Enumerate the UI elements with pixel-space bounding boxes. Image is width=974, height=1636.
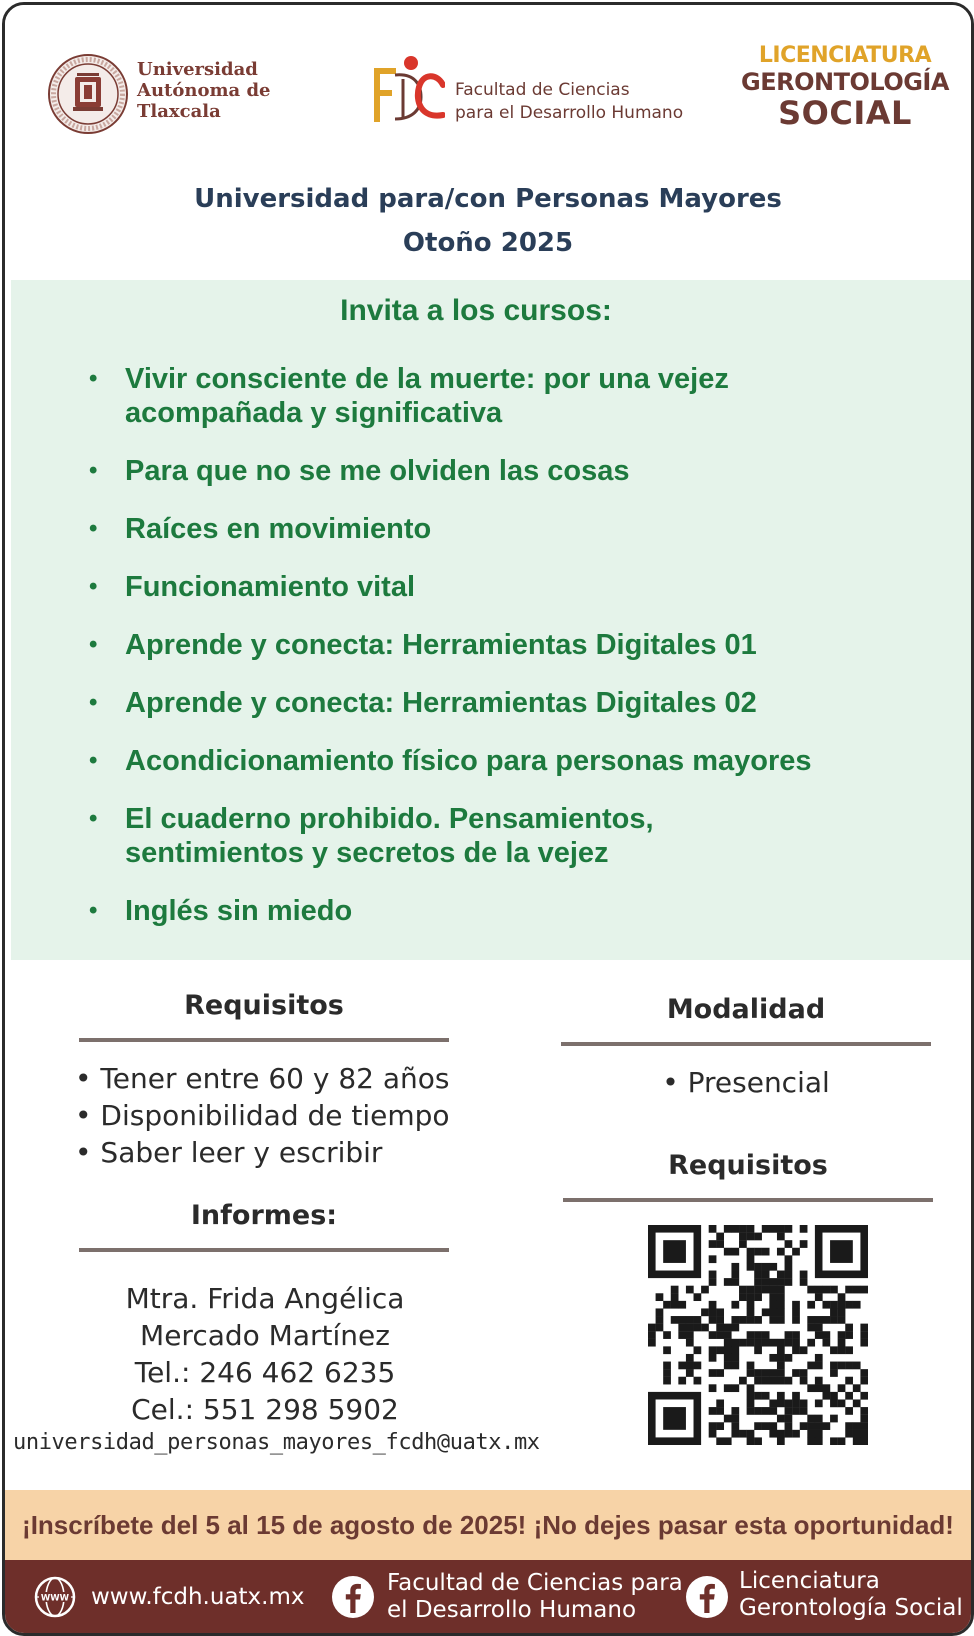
requisitos-title: Requisitos — [184, 990, 344, 1021]
registration-banner: ¡Inscríbete del 5 al 15 de agosto de 2025! ¡No dejes pasar esta oportunidad! — [5, 1490, 971, 1560]
list-item: • Presencial — [662, 1066, 830, 1099]
course-item — [11, 686, 971, 720]
bullet-icon: • — [89, 365, 98, 392]
list-item: • Tener entre 60 y 82 años — [75, 1062, 450, 1095]
course-title-line1: Acondicionamiento físico para personas mayores — [125, 745, 812, 777]
course-title-line1: Funcionamiento vital — [125, 571, 416, 603]
contact-name-line2: Mercado Martínez — [140, 1319, 390, 1352]
modalidad-title: Modalidad — [666, 994, 826, 1025]
bullet-icon: • — [89, 747, 98, 774]
footer-fb2-line2: Gerontología Social — [739, 1595, 963, 1621]
bullet-icon: • — [89, 457, 98, 484]
course-title-line1: Vivir consciente de la muerte: por una vejez — [125, 363, 729, 395]
list-item: • Saber leer y escribir — [75, 1136, 383, 1169]
poster-card — [2, 2, 974, 1636]
footer-fb1-line2: el Desarrollo Humano — [387, 1597, 637, 1623]
footer-facebook-licenciatura[interactable] — [681, 1560, 971, 1633]
uat-name-line2: Autónoma de — [137, 80, 271, 101]
university-seal-icon — [47, 53, 129, 135]
info-section — [5, 960, 971, 1490]
licenciatura-line1: LICENCIATURA — [758, 43, 932, 68]
requisitos-qr-title: Requisitos — [668, 1150, 828, 1181]
footer-facebook-fcdh[interactable] — [327, 1560, 683, 1633]
licenciatura-logo — [735, 43, 955, 130]
bullet-icon: • — [89, 689, 98, 716]
course-item — [11, 628, 971, 662]
course-item — [11, 362, 971, 430]
licenciatura-line2: GERONTOLOGÍA — [741, 68, 949, 96]
course-title-line1: El cuaderno prohibido. Pensamientos, — [125, 803, 654, 835]
course-title-line1: Inglés sin miedo — [125, 895, 353, 927]
bullet-icon: • — [89, 897, 98, 924]
fcdh-name — [455, 79, 683, 125]
uat-name-line1: Universidad — [137, 59, 258, 80]
bullet-icon: • — [89, 631, 98, 658]
fcdh-name-line1: Facultad de Ciencias — [455, 80, 630, 100]
course-title-line2: sentimientos y secretos de la vejez — [125, 837, 609, 869]
title-line2: Otoño 2025 — [402, 228, 574, 258]
fcdh-name-line2: para el Desarrollo Humano — [455, 103, 684, 123]
footer-fb2-line1: Licenciatura — [739, 1568, 880, 1594]
bullet-icon: • — [89, 805, 98, 832]
contact-mobile: Cel.: 551 298 5902 — [131, 1393, 399, 1426]
fdc-logo-icon — [371, 55, 445, 127]
contact-email[interactable]: universidad_personas_mayores_fcdh@uatx.mx — [13, 1430, 540, 1455]
footer-website-link[interactable]: www.fcdh.uatx.mx — [91, 1584, 305, 1610]
course-list — [11, 362, 971, 952]
fcdh-logo — [371, 55, 691, 135]
informes-title: Informes: — [190, 1200, 338, 1231]
course-title-line2: acompañada y significativa — [125, 397, 503, 429]
qr-code-icon[interactable] — [648, 1225, 868, 1445]
page-title — [5, 177, 971, 265]
requisitos-divider — [79, 1038, 449, 1042]
uat-logo — [43, 49, 303, 139]
svg-text:WWW: WWW — [40, 1593, 70, 1604]
courses-heading: Invita a los cursos: — [340, 294, 612, 327]
course-item — [11, 744, 971, 778]
requisitos-qr-divider — [563, 1198, 933, 1202]
uat-name — [137, 59, 270, 122]
course-item — [11, 802, 971, 870]
contact-name-line1: Mtra. Frida Angélica — [125, 1282, 405, 1315]
footer-facebook-fcdh-label[interactable] — [387, 1570, 683, 1624]
uat-name-line3: Tlaxcala — [137, 101, 221, 122]
facebook-icon — [331, 1575, 375, 1619]
courses-section — [11, 280, 971, 960]
header — [5, 5, 971, 280]
footer — [5, 1560, 971, 1633]
modalidad-list — [561, 1064, 931, 1101]
contact-phone: Tel.: 246 462 6235 — [134, 1356, 396, 1389]
facebook-icon — [685, 1575, 729, 1619]
title-line1: Universidad para/con Personas Mayores — [194, 184, 782, 214]
globe-www-icon — [33, 1575, 77, 1619]
course-item — [11, 454, 971, 488]
course-item — [11, 512, 971, 546]
course-item — [11, 894, 971, 928]
list-item: • Disponibilidad de tiempo — [75, 1099, 450, 1132]
bullet-icon: • — [89, 573, 98, 600]
course-title-line1: Para que no se me olviden las cosas — [125, 455, 630, 487]
modalidad-divider — [561, 1042, 931, 1046]
footer-fb1-line1: Facultad de Ciencias para — [387, 1570, 683, 1596]
footer-website[interactable] — [27, 1560, 305, 1633]
course-item — [11, 570, 971, 604]
licenciatura-line3: SOCIAL — [778, 94, 912, 132]
course-title-line1: Raíces en movimiento — [125, 513, 432, 545]
informes-divider — [79, 1248, 449, 1252]
footer-facebook-licenciatura-label[interactable] — [739, 1568, 963, 1622]
informes-contact — [45, 1280, 485, 1428]
course-title-line1: Aprende y conecta: Herramientas Digitales 02 — [125, 687, 757, 719]
course-title-line1: Aprende y conecta: Herramientas Digitales 01 — [125, 629, 757, 661]
bullet-icon: • — [89, 515, 98, 542]
requisitos-list — [75, 1060, 450, 1171]
